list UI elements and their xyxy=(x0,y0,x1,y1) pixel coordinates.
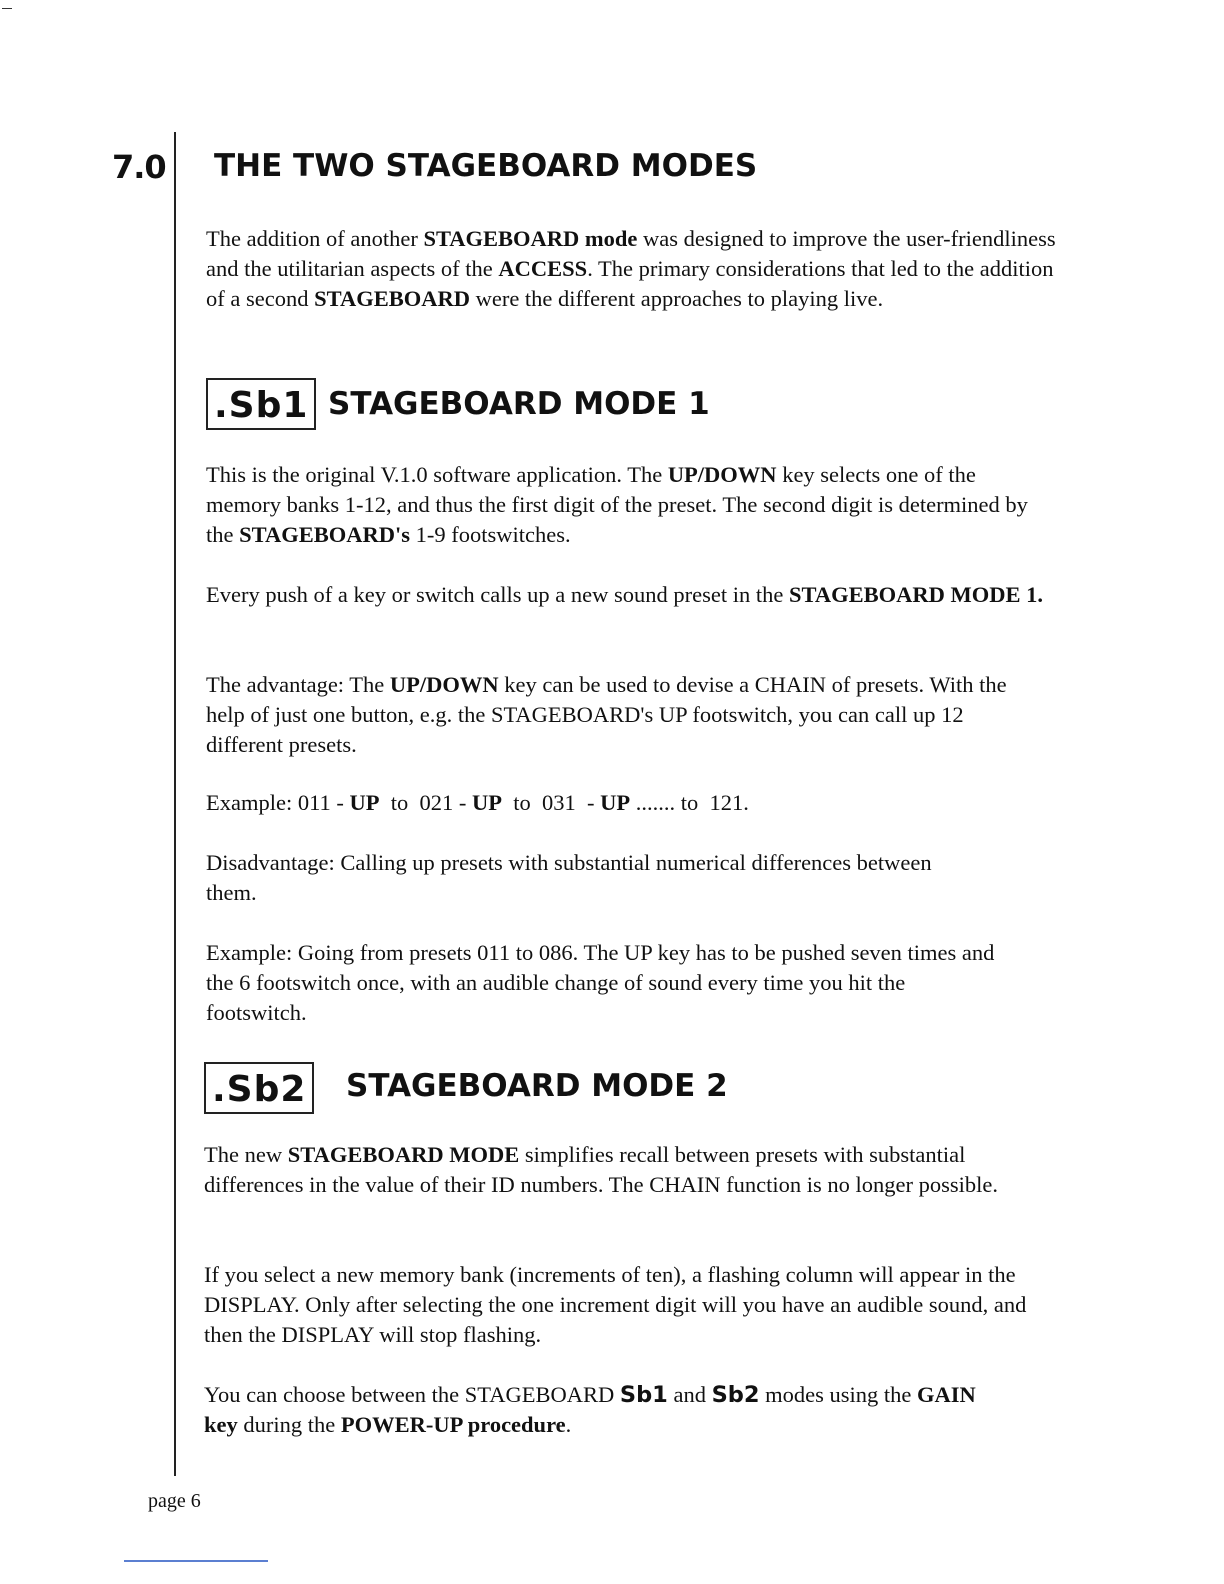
mode1-disadvantage: Disadvantage: Calling up presets with substantial numerical differences between them. xyxy=(206,850,932,905)
mode1-example-2: Example: Going from presets 011 to 086. The UP key has to be pushed seven times and the 6 footswitch once, with an audible change of sound every time you hit the footswitch. xyxy=(206,940,995,1025)
mode2-title: STAGEBOARD MODE 2 xyxy=(346,1068,728,1104)
mode2-paragraph-2: If you select a new memory bank (increments of ten), a flashing column will appear in the DISPLAY. Only after selecting the one increment digit will you have an audible sound, and then the DISPLAY will stop flashing. xyxy=(204,1262,1027,1347)
corner-mark xyxy=(2,8,12,9)
mode1-example-1: Example: 011 - UP to 021 - UP to 031 - UP ....... to 121. xyxy=(206,790,749,815)
intro-paragraph: The addition of another STAGEBOARD mode was designed to improve the user-friendliness and the utilitarian aspects of the ACCESS. The primary considerations that led to the addition of a second STAGEBOARD were the different approaches to playing live. xyxy=(206,226,1056,311)
section-title: THE TWO STAGEBOARD MODES xyxy=(214,148,758,184)
bottom-divider xyxy=(124,1560,268,1562)
mode1-title: STAGEBOARD MODE 1 xyxy=(328,386,710,422)
mode1-paragraph-2: Every push of a key or switch calls up a new sound preset in the STAGEBOARD MODE 1. xyxy=(206,582,1043,607)
mode1-paragraph-1: This is the original V.1.0 software application. The UP/DOWN key selects one of the memory banks 1-12, and thus the first digit of the preset. The second digit is determined by the STAGEBOARD's 1-9 footswitches. xyxy=(206,462,1028,547)
mode2-badge: .Sb2 xyxy=(204,1062,314,1114)
mode1-badge: .Sb1 xyxy=(206,378,316,430)
section-number: 7.0 xyxy=(112,148,166,186)
mode1-paragraph-3: The advantage: The UP/DOWN key can be used to devise a CHAIN of presets. With the help of just one button, e.g. the STAGEBOARD's UP footswitch, you can call up 12 different presets. xyxy=(206,672,1007,757)
mode2-paragraph-1: The new STAGEBOARD MODE simplifies recall between presets with substantial differences in the value of their ID numbers. The CHAIN function is no longer possible. xyxy=(204,1142,998,1197)
page-number: page 6 xyxy=(148,1490,201,1512)
mode2-paragraph-3: You can choose between the STAGEBOARD Sb1 and Sb2 modes using the GAIN key during the POWER-UP procedure. xyxy=(204,1382,976,1437)
margin-rule xyxy=(174,132,176,1476)
